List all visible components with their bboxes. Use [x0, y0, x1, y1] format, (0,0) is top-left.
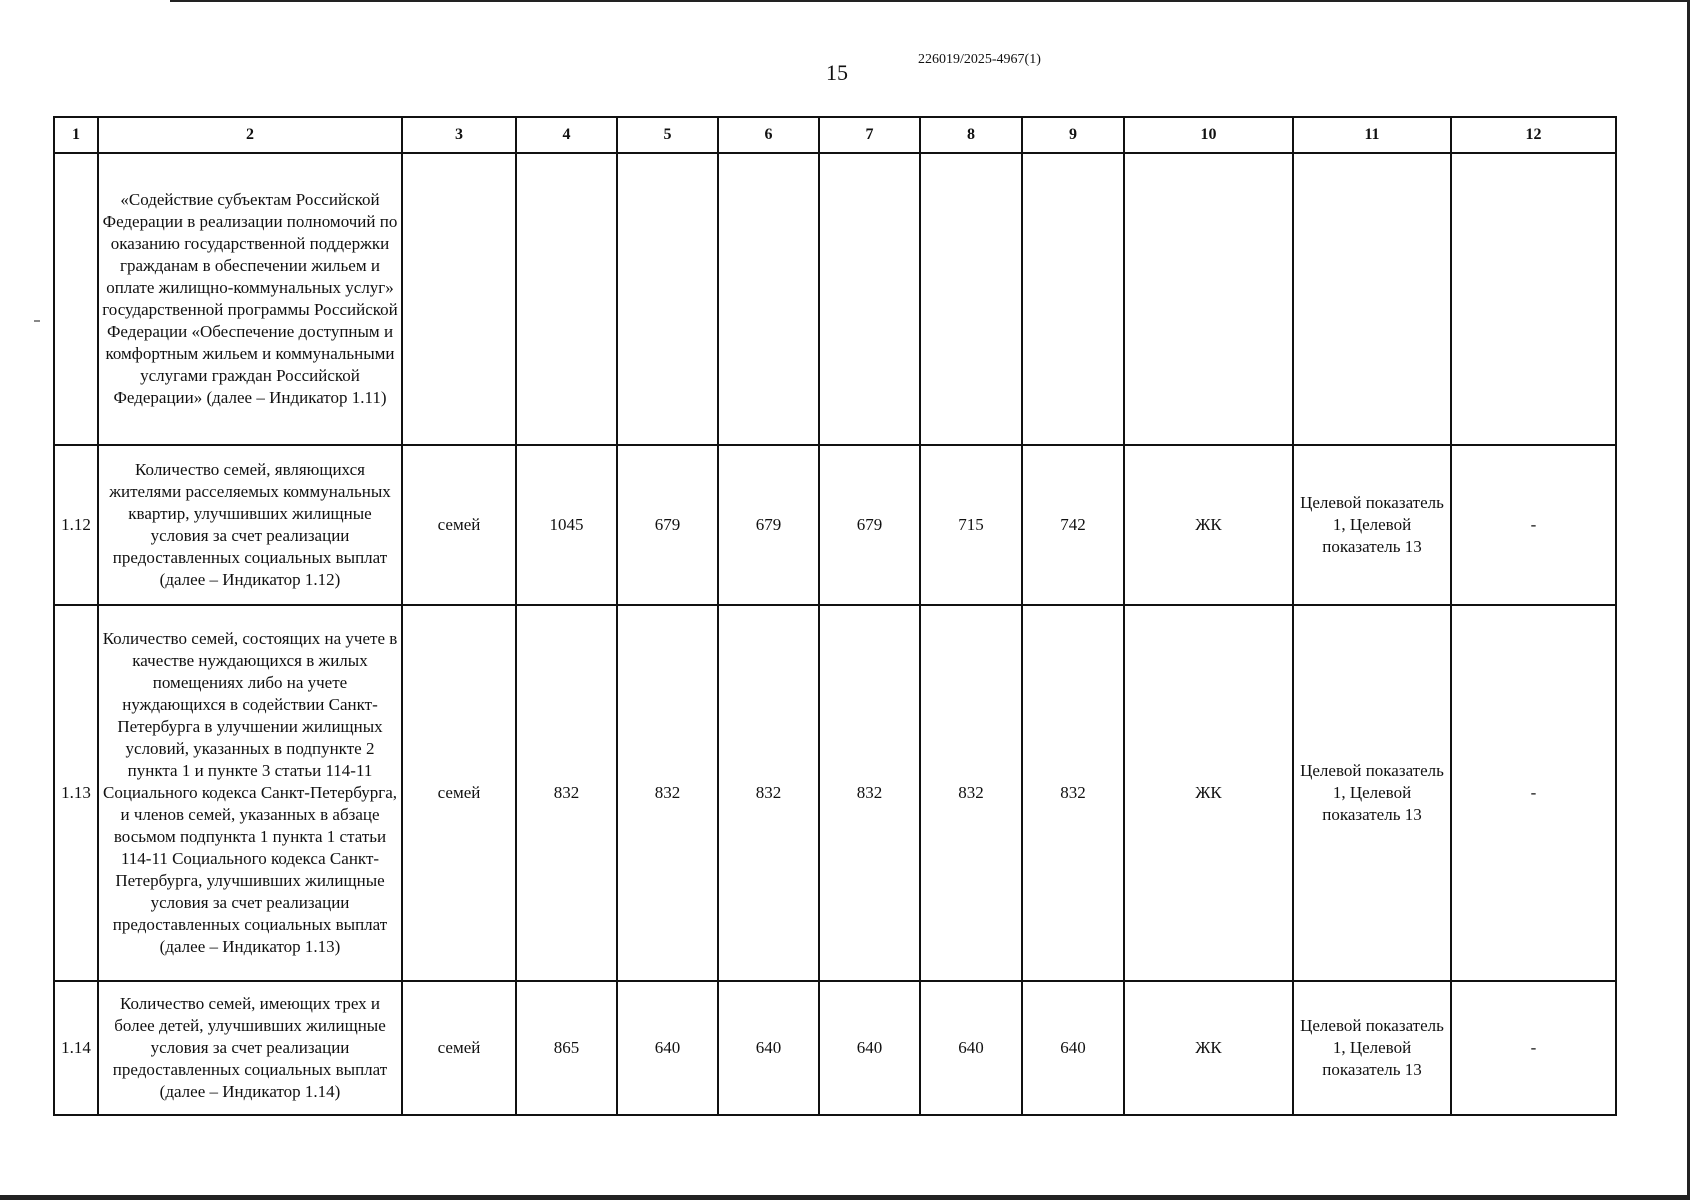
unit-cell: семей [402, 981, 516, 1115]
target-indicator-cell: Целевой показатель 1, Целевой показатель 13 [1293, 605, 1451, 981]
margin-mark [34, 320, 40, 322]
value-cell: 679 [718, 445, 819, 605]
bottom-border-line [0, 1195, 1690, 1200]
column-header: 4 [516, 117, 617, 153]
value-cell: 832 [1022, 605, 1124, 981]
unit-cell: семей [402, 445, 516, 605]
document-id: 226019/2025-4967(1) [918, 52, 1041, 67]
indicators-table [53, 116, 1617, 1116]
column-header: 2 [98, 117, 402, 153]
note-cell: - [1451, 445, 1616, 605]
page-number: 15 [826, 60, 848, 85]
indicator-name: Количество семей, состоящих на учете в качестве нуждающихся в жилых помещениях либо на учете нуждающихся в содействии Санкт-Петербурга в улучшении жилищных условий, указанных в подпункте 2 пункта 1 и пункте 3 статьи 114-11 Социального кодекса Санкт-Петербурга, и членов семей, указанных в абзаце восьмом подпункта 1 пункта 1 статьи 114-11 Социального кодекса Санкт-Петербурга, улучшивших жилищные условия за счет реализации предоставленных социальных выплат (далее – Индикатор 1.13) [98, 605, 402, 981]
value-cell [718, 153, 819, 445]
value-cell [920, 153, 1022, 445]
responsible-cell: ЖК [1124, 981, 1293, 1115]
target-indicator-cell [1293, 153, 1451, 445]
note-cell: - [1451, 981, 1616, 1115]
column-header: 3 [402, 117, 516, 153]
indicator-number: 1.14 [54, 981, 98, 1115]
responsible-cell: ЖК [1124, 605, 1293, 981]
table-row [54, 445, 1616, 605]
target-indicator-cell: Целевой показатель 1, Целевой показатель 13 [1293, 445, 1451, 605]
value-cell: 640 [1022, 981, 1124, 1115]
responsible-cell [1124, 153, 1293, 445]
value-cell: 679 [617, 445, 718, 605]
table-row [54, 981, 1616, 1115]
value-cell: 865 [516, 981, 617, 1115]
value-cell [617, 153, 718, 445]
indicator-number: 1.12 [54, 445, 98, 605]
value-cell: 832 [516, 605, 617, 981]
column-header: 5 [617, 117, 718, 153]
indicator-number [54, 153, 98, 445]
value-cell [819, 153, 920, 445]
column-header: 10 [1124, 117, 1293, 153]
column-number-row [54, 117, 1616, 153]
value-cell: 640 [617, 981, 718, 1115]
column-header: 1 [54, 117, 98, 153]
value-cell: 640 [718, 981, 819, 1115]
value-cell: 715 [920, 445, 1022, 605]
column-header: 9 [1022, 117, 1124, 153]
note-cell: - [1451, 605, 1616, 981]
top-border-line [170, 0, 1690, 2]
unit-cell [402, 153, 516, 445]
indicator-name: Количество семей, имеющих трех и более детей, улучшивших жилищные условия за счет реализации предоставленных социальных выплат (далее – Индикатор 1.14) [98, 981, 402, 1115]
value-cell: 742 [1022, 445, 1124, 605]
value-cell: 640 [920, 981, 1022, 1115]
column-header: 8 [920, 117, 1022, 153]
column-header: 7 [819, 117, 920, 153]
column-header: 12 [1451, 117, 1616, 153]
value-cell: 832 [920, 605, 1022, 981]
target-indicator-cell: Целевой показатель 1, Целевой показатель 13 [1293, 981, 1451, 1115]
value-cell: 832 [718, 605, 819, 981]
value-cell [516, 153, 617, 445]
responsible-cell: ЖК [1124, 445, 1293, 605]
indicator-number: 1.13 [54, 605, 98, 981]
value-cell: 679 [819, 445, 920, 605]
indicator-name: Количество семей, являющихся жителями расселяемых коммунальных квартир, улучшивших жилищные условия за счет реализации предоставленных социальных выплат (далее – Индикатор 1.12) [98, 445, 402, 605]
unit-cell: семей [402, 605, 516, 981]
value-cell: 832 [819, 605, 920, 981]
value-cell: 832 [617, 605, 718, 981]
value-cell: 1045 [516, 445, 617, 605]
note-cell [1451, 153, 1616, 445]
indicator-name: «Содействие субъектам Российской Федерации в реализации полномочий по оказанию государственной поддержки гражданам в обеспечении жильем и оплате жилищно-коммунальных услуг» государственной программы Российской Федерации «Обеспечение доступным и комфортным жильем и коммунальными услугами граждан Российской Федерации» (далее – Индикатор 1.11) [98, 153, 402, 445]
table-row [54, 605, 1616, 981]
column-header: 6 [718, 117, 819, 153]
value-cell [1022, 153, 1124, 445]
table-row [54, 153, 1616, 445]
column-header: 11 [1293, 117, 1451, 153]
value-cell: 640 [819, 981, 920, 1115]
